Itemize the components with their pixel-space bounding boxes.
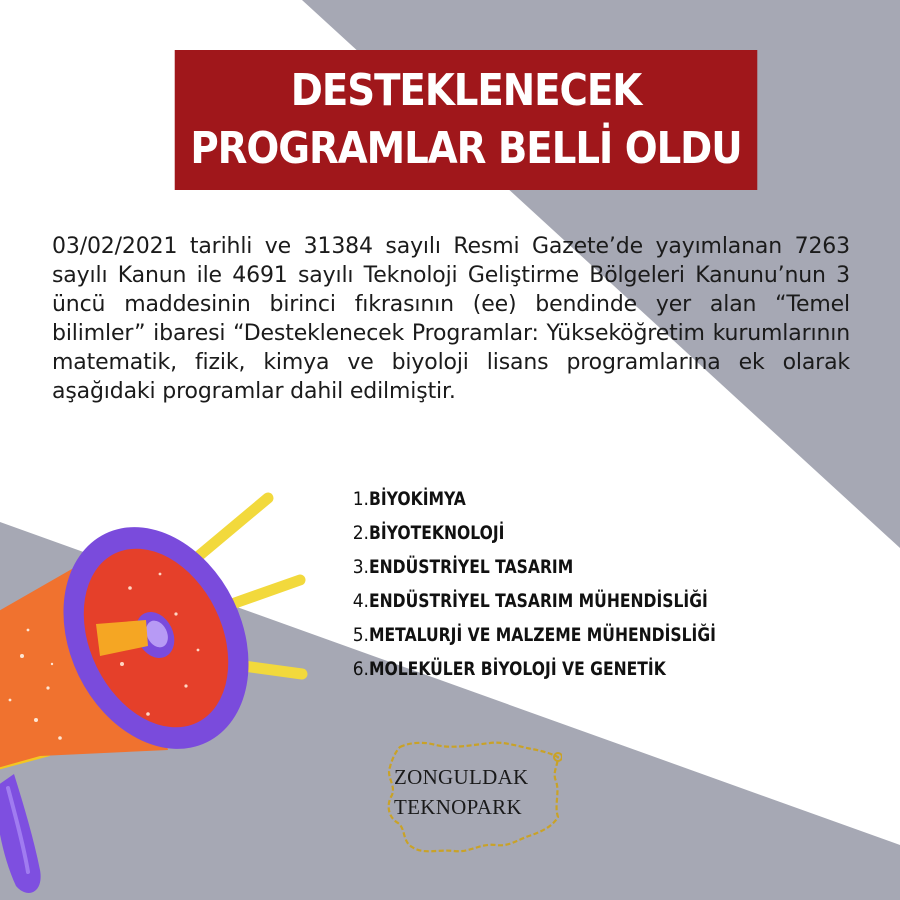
list-item-number: 5.: [352, 624, 369, 646]
list-item: [346, 652, 792, 686]
body-paragraph: 03/02/2021 tarihli ve 31384 sayılı Resmi Gazete’de yayımlanan 7263 sayılı Kanun ile 4691 sayılı Teknoloji Geliştirme Bölgeleri Kanunu’nun 3 üncü maddesinin birinci fıkrasının (ee) bendinde yer alan “Temel bilimler” ibaresi “Desteklenecek Programlar: Yükseköğretim kurumlarının matematik, fizik, kimya ve biyoloji lisans programlarına ek olarak aşağıdaki programlar dahil edilmiştir.: [52, 234, 850, 404]
list-item-label: BİYOTEKNOLOJİ: [369, 522, 505, 544]
logo-text-line-1: ZONGULDAK: [394, 765, 529, 789]
list-item-number: 6.: [352, 658, 369, 680]
program-list: [346, 482, 792, 686]
list-item: [346, 516, 792, 550]
list-item: [346, 550, 792, 584]
title-line-2: PROGRAMLAR BELLİ OLDU: [190, 123, 742, 174]
list-item-number: 3.: [352, 556, 369, 578]
list-item: [346, 618, 792, 652]
list-item-label: BİYOKİMYA: [369, 488, 466, 510]
title-line-1: DESTEKLENECEK: [290, 65, 642, 116]
list-item-label: ENDÜSTRİYEL TASARIM: [369, 556, 574, 578]
zonguldak-teknopark-logo: [372, 735, 562, 865]
megaphone-icon: [0, 488, 320, 900]
list-item-number: 4.: [352, 590, 369, 612]
page-title: [175, 50, 758, 190]
list-item: [346, 584, 792, 618]
list-item-number: 1.: [352, 488, 369, 510]
logo-text-line-2: TEKNOPARK: [394, 795, 522, 819]
list-item-number: 2.: [352, 522, 369, 544]
list-item: [346, 482, 792, 516]
list-item-label: MOLEKÜLER BİYOLOJİ VE GENETİK: [369, 658, 666, 680]
list-item-label: ENDÜSTRİYEL TASARIM MÜHENDİSLİĞİ: [369, 590, 708, 612]
list-item-label: METALURJİ VE MALZEME MÜHENDİSLİĞİ: [369, 624, 716, 646]
